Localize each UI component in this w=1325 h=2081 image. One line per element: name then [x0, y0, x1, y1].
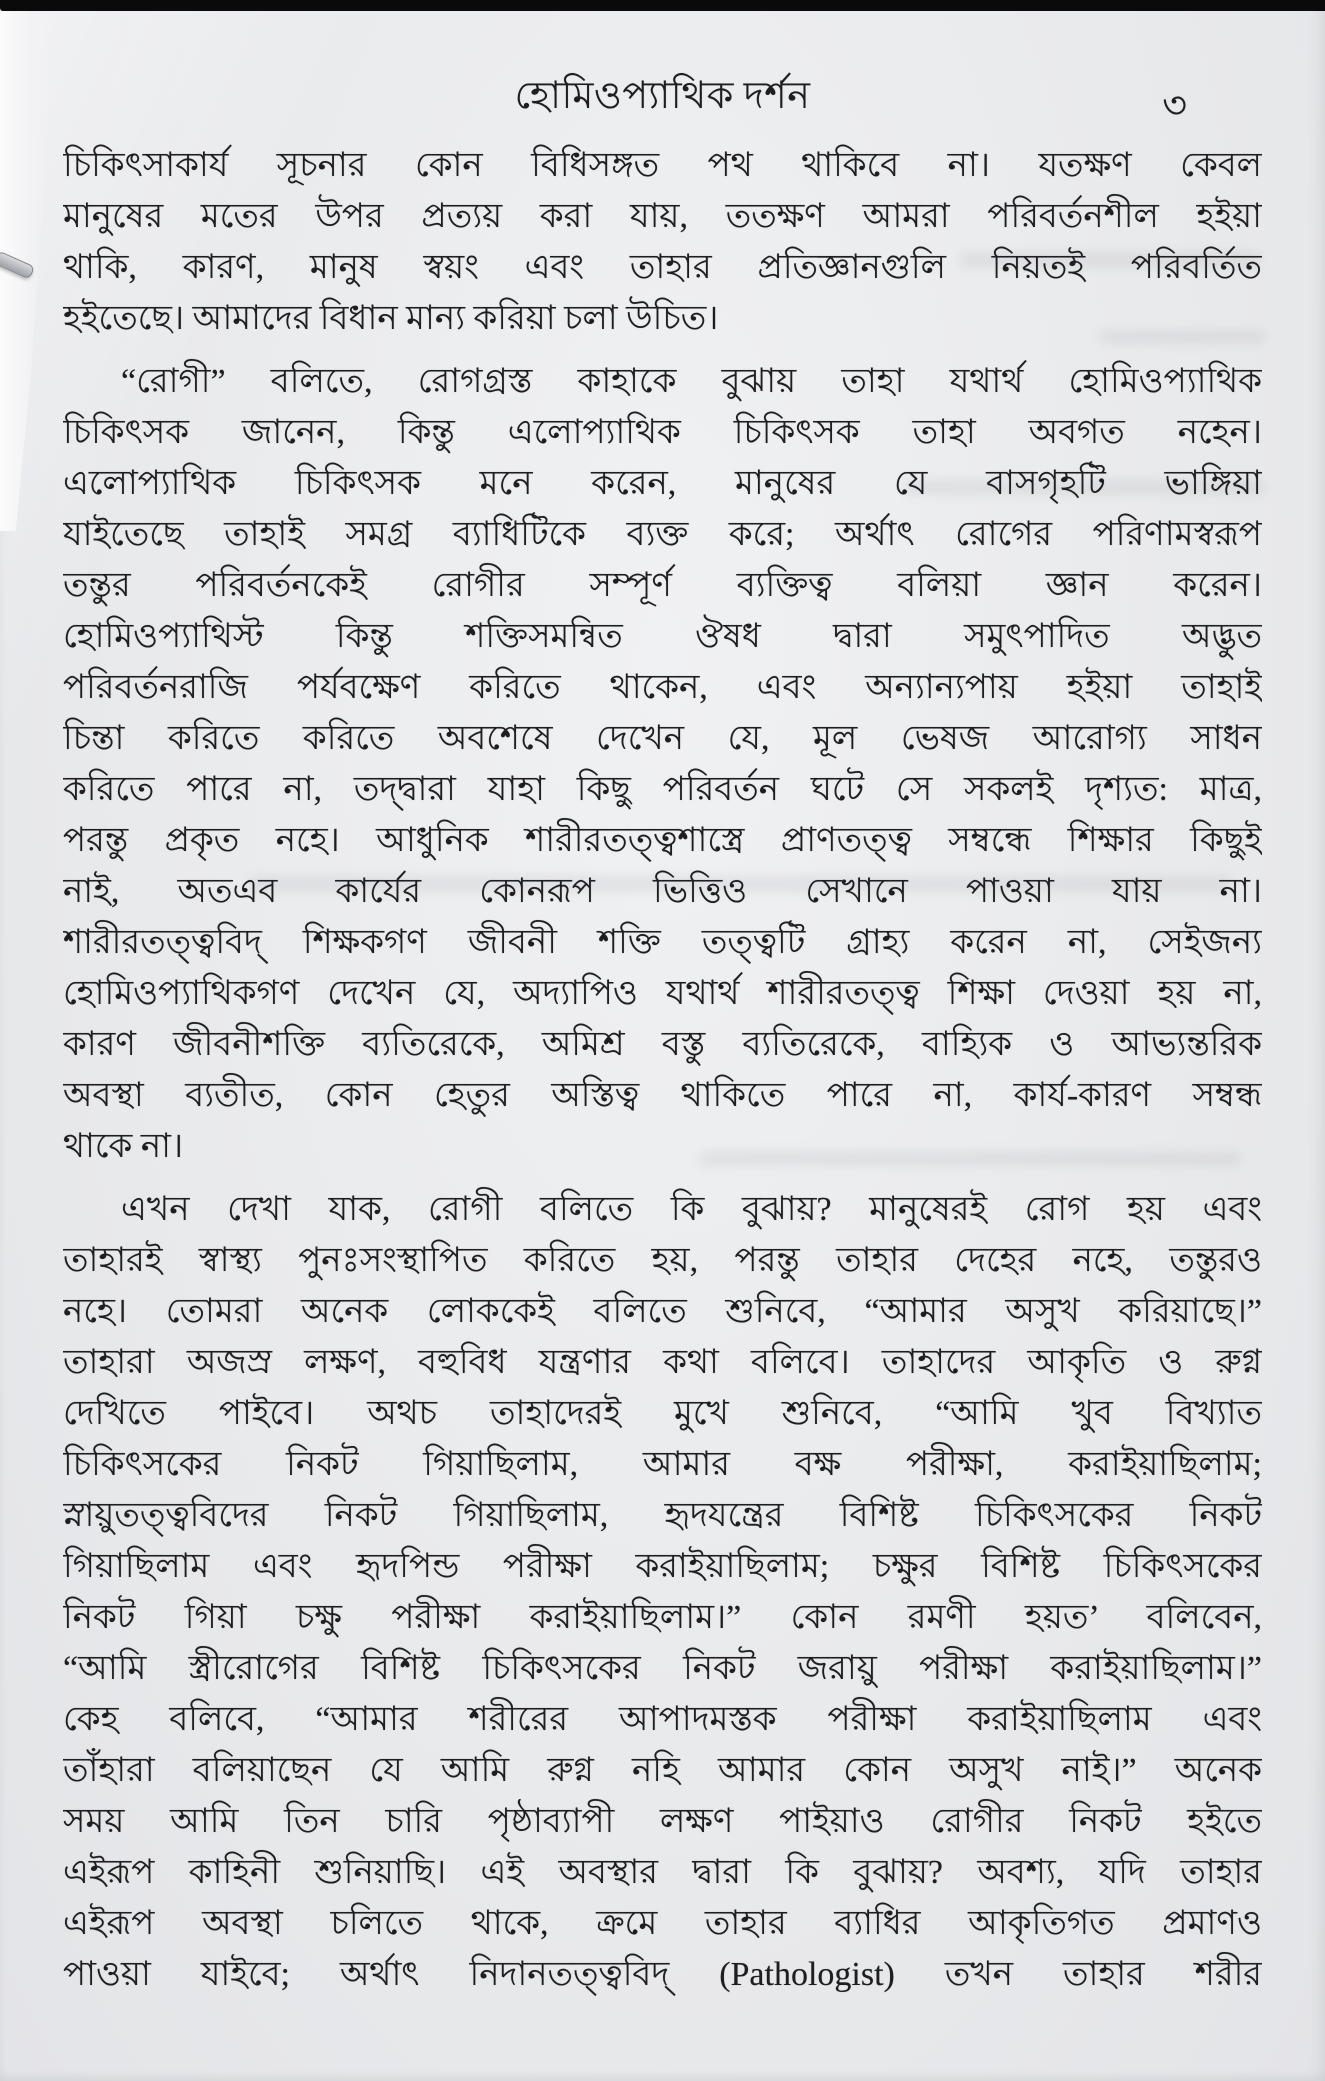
text-line: তাহারই স্বাস্থ্য পুনঃসংস্থাপিত করিতে হয়, পরন্তু তাহার দেহের নহে, তন্তুরও	[63, 1242, 1262, 1279]
page-title: হোমিওপ্যাথিক দর্শন	[514, 75, 811, 117]
paragraph	[63, 140, 1262, 344]
text-line: “আমি স্ত্রীরোগের বিশিষ্ট চিকিৎসকের নিকট জরায়ু পরীক্ষা করাইয়াছিলাম।”	[63, 1650, 1262, 1687]
text-line: তাহারা অজস্র লক্ষণ, বহুবিধ যন্ত্রণার কথা বলিবে। তাহাদের আকৃতি ও রুগ্ন	[63, 1344, 1262, 1381]
text-line: স্নায়ুতত্ত্ববিদের নিকট গিয়াছিলাম, হৃদযন্ত্রের বিশিষ্ট চিকিৎসকের নিকট	[63, 1497, 1262, 1534]
text-line: “রোগী” বলিতে, রোগগ্রস্ত কাহাকে বুঝায় তাহা যথার্থ হোমিওপ্যাথিক	[121, 363, 1262, 400]
paragraph	[63, 1184, 1262, 2000]
text-line: থাকি, কারণ, মানুষ স্বয়ং এবং তাহার প্রতিজ্ঞানগুলি নিয়তই পরিবর্তিত	[63, 249, 1262, 286]
text-line: দেখিতে পাইবে। অথচ তাহাদেরই মুখে শুনিবে, “আমি খুব বিখ্যাত	[63, 1395, 1262, 1432]
text-line: হোমিওপ্যাথিস্ট কিন্তু শক্তিসমন্বিত ঔষধ দ্বারা সমুৎপাদিত অদ্ভুত	[63, 618, 1262, 655]
page-body	[63, 140, 1262, 2000]
text-line: যাইতেছে তাহাই সমগ্র ব্যাধিটিকে ব্যক্ত করে; অর্থাৎ রোগের পরিণামস্বরূপ	[63, 516, 1262, 553]
text-line: থাকে না।	[63, 1128, 184, 1165]
text-line: তাঁহারা বলিয়াছেন যে আমি রুগ্ন নহি আমার কোন অসুখ নাই।” অনেক	[63, 1752, 1262, 1789]
text-line: কেহ বলিবে, “আমার শরীরের আপাদমস্তক পরীক্ষা করাইয়াছিলাম এবং	[63, 1701, 1262, 1738]
text-line: হোমিওপ্যাথিকগণ দেখেন যে, অদ্যাপিও যথার্থ শারীরতত্ত্ব শিক্ষা দেওয়া হয় না,	[63, 975, 1262, 1012]
text-line: এখন দেখা যাক, রোগী বলিতে কি বুঝায়? মানুষেরই রোগ হয় এবং	[121, 1191, 1262, 1228]
text-line: কারণ জীবনীশক্তি ব্যতিরেকে, অমিশ্র বস্তু ব্যতিরেকে, বাহ্যিক ও আভ্যন্তরিক	[63, 1026, 1262, 1063]
text-line: তন্তুর পরিবর্তনকেই রোগীর সম্পূর্ণ ব্যক্তিত্ব বলিয়া জ্ঞান করেন।	[63, 567, 1262, 604]
text-line: চিকিৎসাকার্য সূচনার কোন বিধিসঙ্গত পথ থাকিবে না। যতক্ষণ কেবল	[63, 147, 1262, 184]
scan-edge-top	[0, 0, 1325, 11]
text-line: পরিবর্তনরাজি পর্যবক্ষেণ করিতে থাকেন, এবং অন্যান্যপায় হইয়া তাহাই	[63, 669, 1262, 706]
text-line: নিকট গিয়া চক্ষু পরীক্ষা করাইয়াছিলাম।” কোন রমণী হয়ত’ বলিবেন,	[63, 1599, 1262, 1636]
text-line: এইরূপ কাহিনী শুনিয়াছি। এই অবস্থার দ্বারা কি বুঝায়? অবশ্য, যদি তাহার	[63, 1854, 1262, 1891]
text-line: এইরূপ অবস্থা চলিতে থাকে, ক্রমে তাহার ব্যাধির আকৃতিগত প্রমাণও	[63, 1905, 1262, 1942]
text-line: শারীরতত্ত্ববিদ্ শিক্ষকগণ জীবনী শক্তি তত্ত্বটি গ্রাহ্য করেন না, সেইজন্য	[63, 924, 1262, 961]
paragraph	[63, 356, 1262, 1172]
text-line: অবস্থা ব্যতীত, কোন হেতুর অস্তিত্ব থাকিতে পারে না, কার্য-কারণ সম্বন্ধ	[63, 1077, 1262, 1114]
page-content	[63, 66, 1262, 2000]
page-number: ৩	[1162, 85, 1187, 127]
text-line: করিতে পারে না, তদ্দ্বারা যাহা কিছু পরিবর্তন ঘটে সে সকলই দৃশ্যত: মাত্র,	[63, 771, 1262, 808]
text-line: চিকিৎসক জানেন, কিন্তু এলোপ্যাথিক চিকিৎসক তাহা অবগত নহেন।	[63, 414, 1262, 451]
text-line: সময় আমি তিন চারি পৃষ্ঠাব্যাপী লক্ষণ পাইয়াও রোগীর নিকট হইতে	[63, 1803, 1262, 1840]
text-line: এলোপ্যাথিক চিকিৎসক মনে করেন, মানুষের যে বাসগৃহটি ভাঙ্গিয়া	[63, 465, 1262, 502]
text-line: চিন্তা করিতে করিতে অবশেষে দেখেন যে, মূল ভেষজ আরোগ্য সাধন	[63, 720, 1262, 757]
text-line: নাই, অতএব কার্যের কোনরূপ ভিত্তিও সেখানে পাওয়া যায় না।	[63, 873, 1262, 910]
text-line: চিকিৎসকের নিকট গিয়াছিলাম, আমার বক্ষ পরীক্ষা, করাইয়াছিলাম;	[63, 1446, 1262, 1483]
text-line: মানুষের মতের উপর প্রত্যয় করা যায়, ততক্ষণ আমরা পরিবর্তনশীল হইয়া	[63, 198, 1262, 235]
page-header	[63, 66, 1262, 128]
text-line: গিয়াছিলাম এবং হৃদপিন্ড পরীক্ষা করাইয়াছিলাম; চক্ষুর বিশিষ্ট চিকিৎসকের	[63, 1548, 1262, 1585]
text-line: হইতেছে। আমাদের বিধান মান্য করিয়া চলা উচিত।	[63, 300, 719, 337]
text-line: পাওয়া যাইবে; অর্থাৎ নিদানতত্ত্ববিদ্ (Pathologist) তখন তাহার শরীর	[63, 1956, 1262, 1993]
text-line: পরন্তু প্রকৃত নহে। আধুনিক শারীরতত্ত্বশাস্ত্রে প্রাণতত্ত্ব সম্বন্ধে শিক্ষার কিছুই	[63, 822, 1262, 859]
text-line: নহে। তোমরা অনেক লোককেই বলিতে শুনিবে, “আমার অসুখ করিয়াছে।”	[63, 1293, 1262, 1330]
